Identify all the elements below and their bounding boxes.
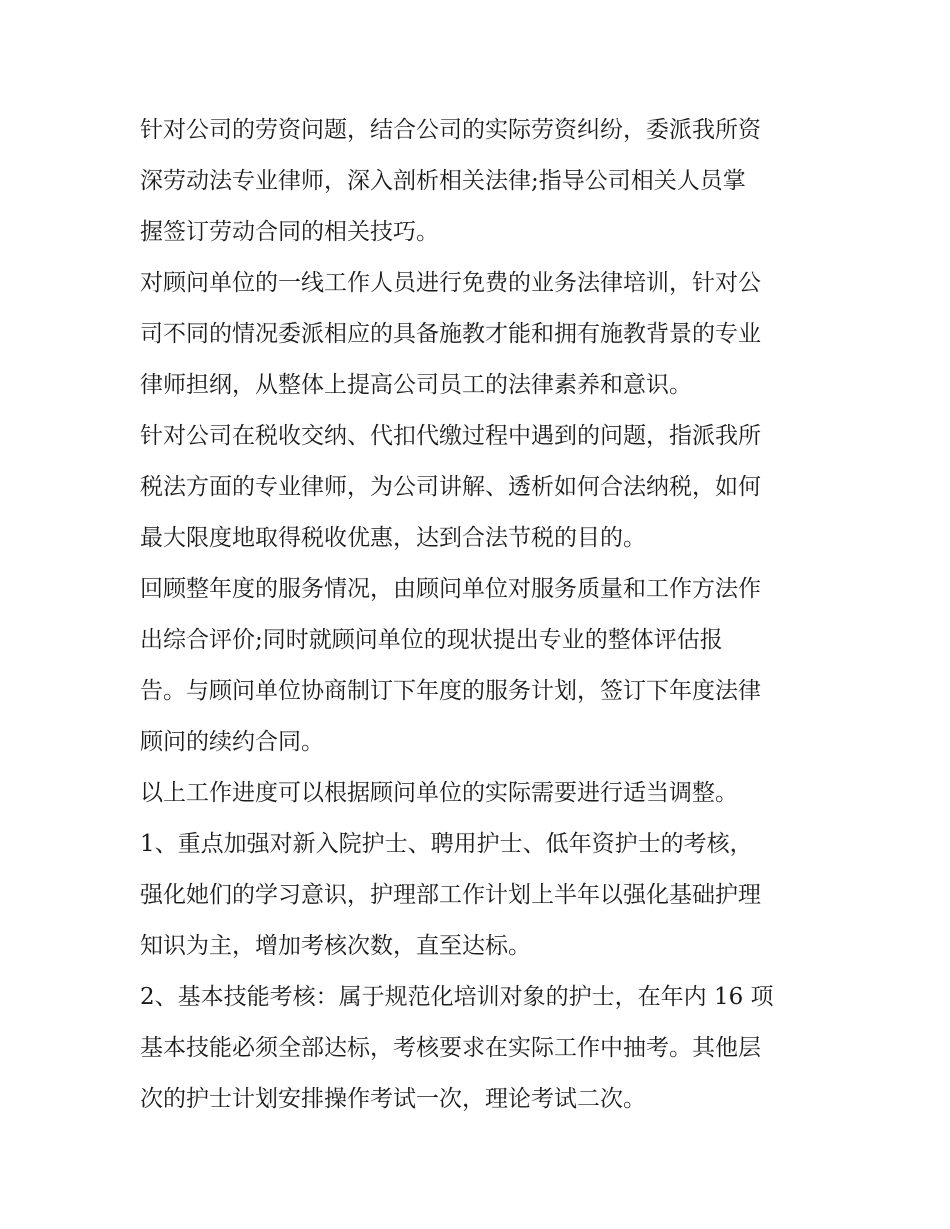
paragraph-line: 深劳动法专业律师，深入剖析相关法律;指导公司相关人员掌 [140, 168, 746, 194]
paragraph-line: 以上工作进度可以根据顾问单位的实际需要进行适当调整。 [140, 780, 738, 806]
paragraph-line: 税法方面的专业律师，为公司讲解、透析如何合法纳税，如何 [140, 474, 761, 500]
paragraph-line: 握签订劳动合同的相关技巧。 [140, 219, 439, 245]
list-item-line: 强化她们的学习意识，护理部工作计划上半年以强化基础护理 [140, 882, 761, 908]
list-item-line: 1、重点加强对新入院护士、聘用护士、低年资护士的考核， [140, 831, 753, 857]
paragraph-line: 针对公司在税收交纳、代扣代缴过程中遇到的问题，指派我所 [140, 423, 761, 449]
list-item-line: 基本技能必须全部达标，考核要求在实际工作中抽考。其他层 [140, 1035, 761, 1061]
paragraph-line: 针对公司的劳资问题，结合公司的实际劳资纠纷，委派我所资 [140, 117, 761, 143]
paragraph-line: 司不同的情况委派相应的具备施教才能和拥有施教背景的专业 [140, 321, 761, 347]
paragraph-line: 出综合评价;同时就顾问单位的现状提出专业的整体评估报 [140, 627, 723, 653]
paragraph-line: 最大限度地取得税收优惠，达到合法节税的目的。 [140, 525, 646, 551]
list-item-line: 2、基本技能考核：属于规范化培训对象的护士，在年内 16 项 [140, 984, 774, 1010]
paragraph-line: 对顾问单位的一线工作人员进行免费的业务法律培训，针对公 [140, 270, 761, 296]
list-item-line: 知识为主，增加考核次数，直至达标。 [140, 933, 531, 959]
paragraph-line: 回顾整年度的服务情况，由顾问单位对服务质量和工作方法作 [140, 576, 761, 602]
paragraph-line: 律师担纲，从整体上提高公司员工的法律素养和意识。 [140, 372, 692, 398]
paragraph-line: 顾问的续约合同。 [140, 729, 324, 755]
list-item-line: 次的护士计划安排操作考试一次，理论考试二次。 [140, 1086, 646, 1112]
paragraph-line: 告。与顾问单位协商制订下年度的服务计划，签订下年度法律 [140, 678, 761, 704]
